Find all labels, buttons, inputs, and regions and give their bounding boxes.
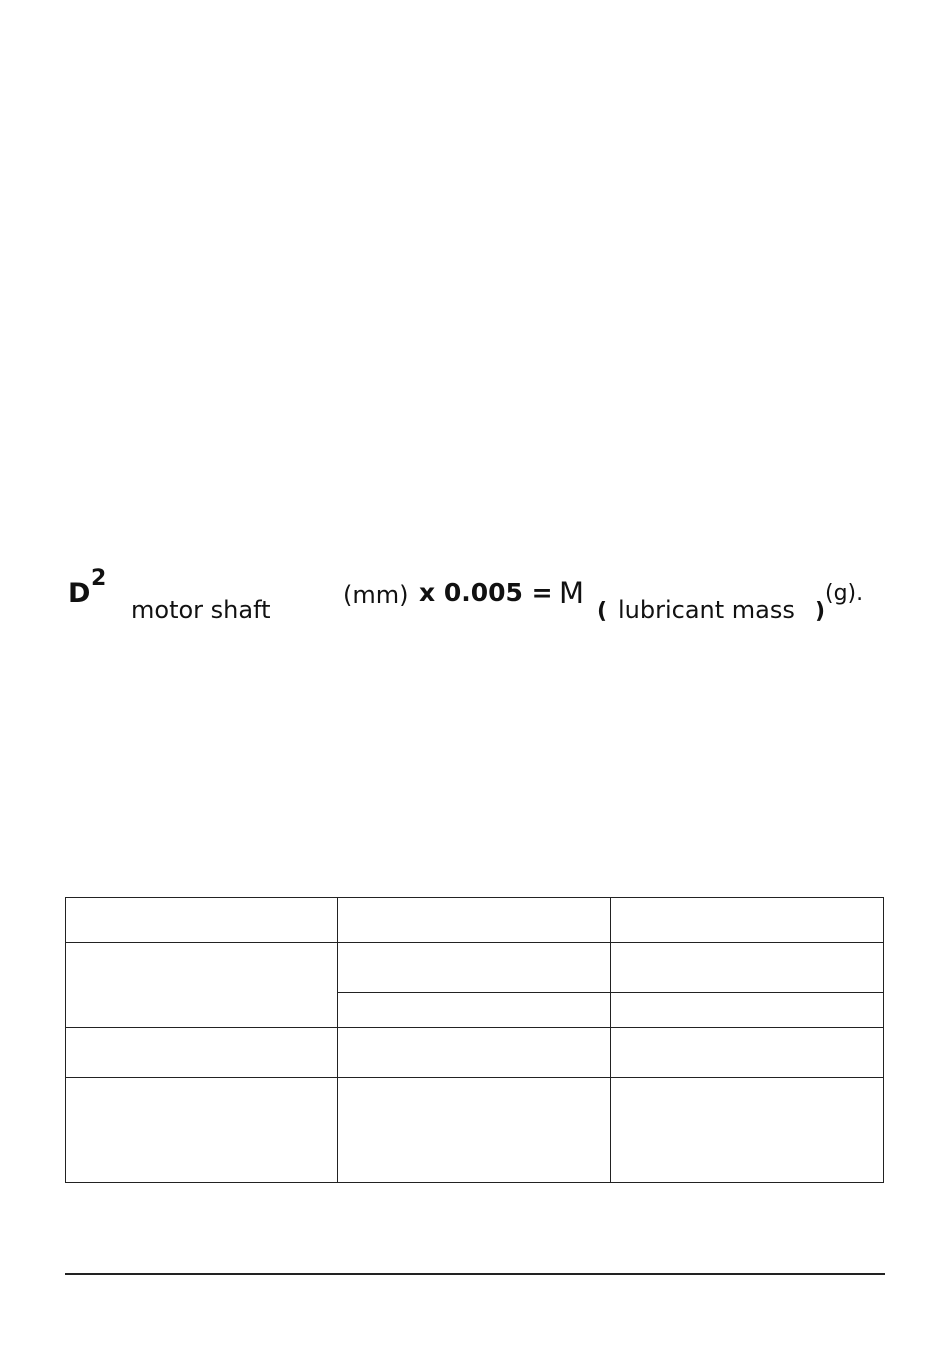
- table-cell: [66, 1028, 338, 1078]
- formula-m-symbol: M: [559, 576, 585, 610]
- formula-mass-label: lubricant mass: [618, 596, 795, 624]
- table-cell: [338, 898, 611, 943]
- table-cell: [338, 993, 611, 1028]
- formula-paren-close: ): [815, 599, 826, 624]
- table-cell: [338, 943, 611, 993]
- table-row: [66, 1028, 884, 1078]
- formula-unit-g: (g).: [825, 581, 864, 606]
- formula-shaft-label: motor shaft: [131, 596, 271, 624]
- table-cell: [66, 943, 338, 1028]
- formula-unit-mm: (mm): [343, 581, 409, 609]
- table-row: [66, 943, 884, 993]
- table-row: [66, 898, 884, 943]
- formula-d-exponent: 2: [91, 566, 107, 591]
- footer-divider: [65, 1273, 885, 1275]
- table-cell: [611, 993, 884, 1028]
- formula-paren-open: (: [597, 599, 608, 624]
- table-row: [66, 1078, 884, 1183]
- table-cell: [611, 1028, 884, 1078]
- table-cell: [338, 1078, 611, 1183]
- table-cell: [338, 1028, 611, 1078]
- table-cell: [66, 1078, 338, 1183]
- formula-multiplier: x 0.005 =: [419, 578, 553, 607]
- table-cell: [66, 898, 338, 943]
- formula-d-symbol: D: [68, 578, 91, 609]
- table-cell: [611, 1078, 884, 1183]
- table-cell: [611, 943, 884, 993]
- spec-table: [65, 897, 884, 1183]
- table-cell: [611, 898, 884, 943]
